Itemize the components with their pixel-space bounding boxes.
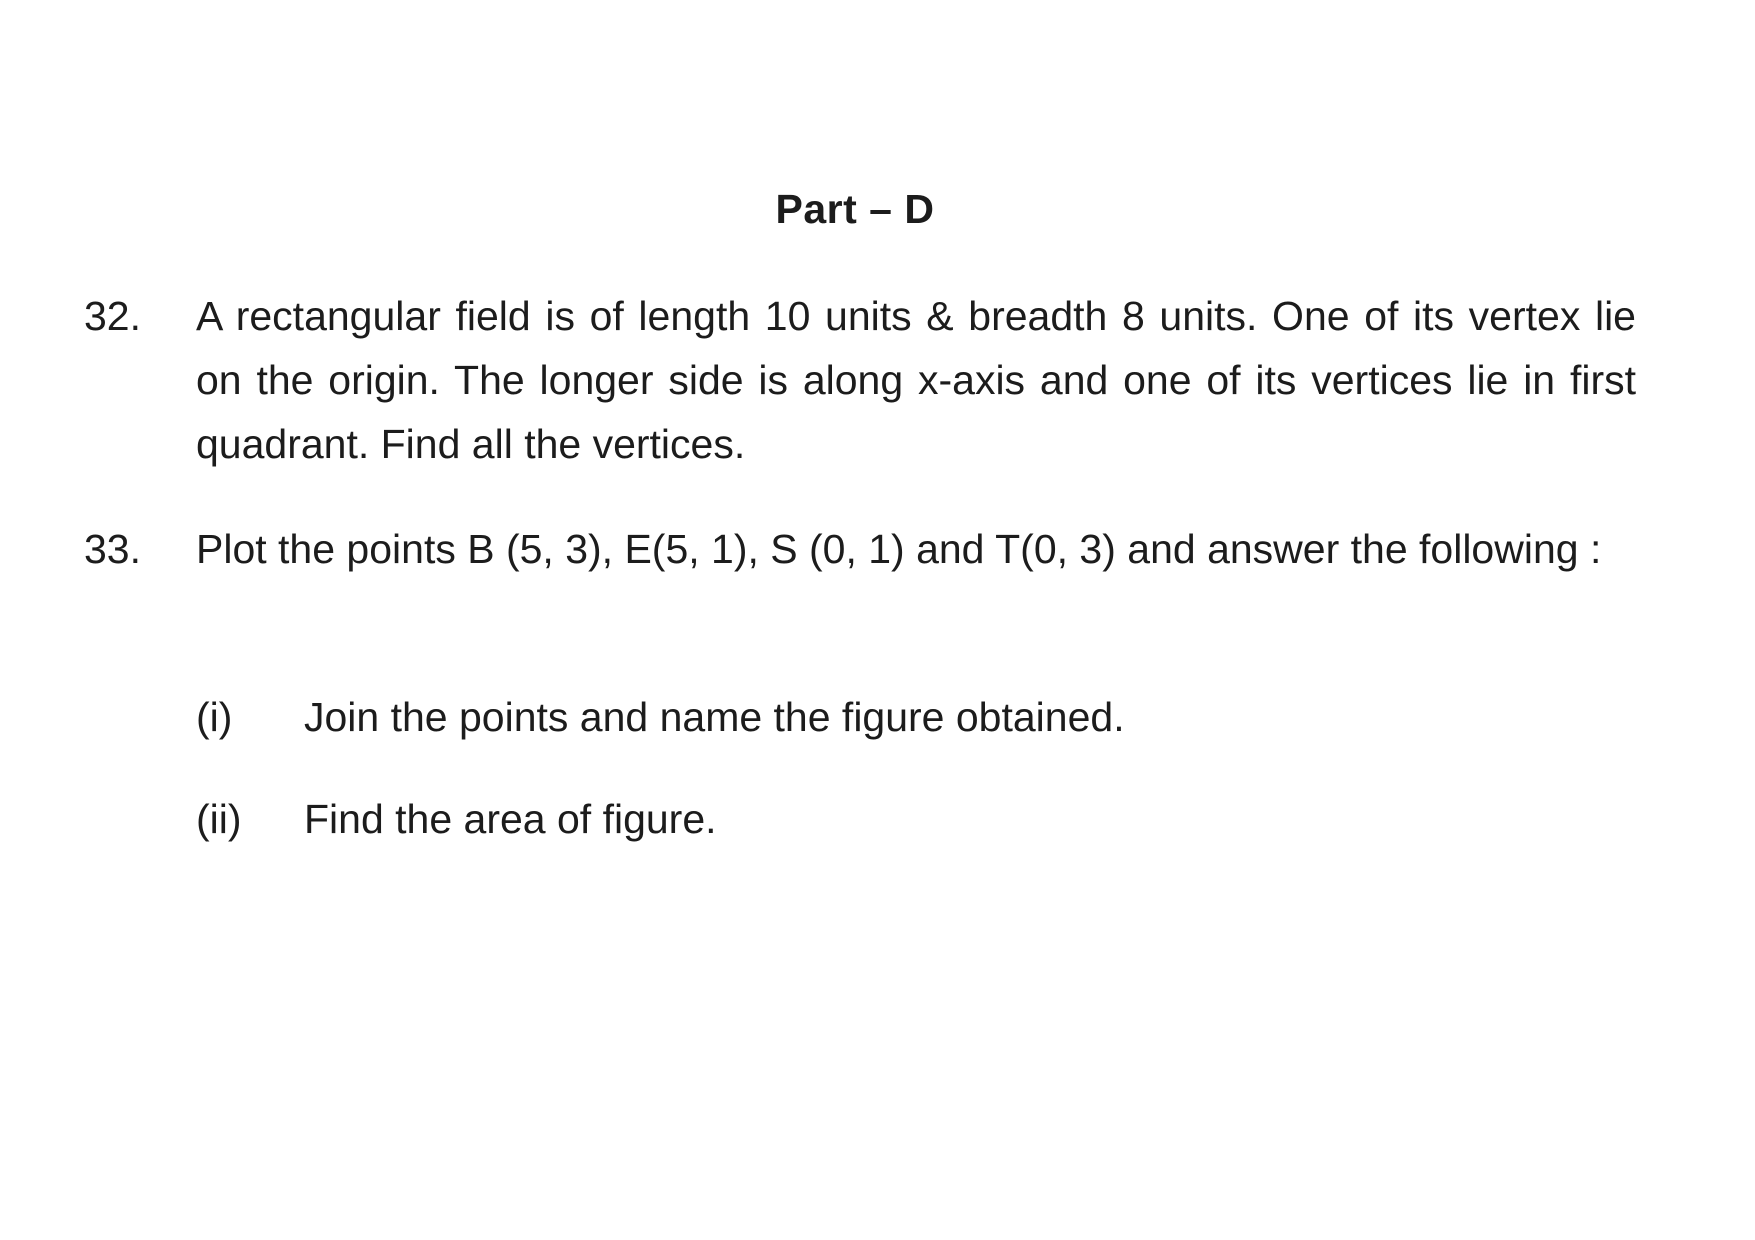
question-number: 33. <box>84 526 141 572</box>
question-text: A rectangular field is of length 10 units & breadth 8 units. One of its vertex lie on the origin. The longer side is along x-axis and one of its vertices lie in first quadrant. Find all the vertices. <box>196 293 1636 467</box>
sub-question-ii <box>196 787 1496 851</box>
question-number: 32. <box>84 293 141 339</box>
sub-question-label: (i) <box>196 694 233 740</box>
question-32 <box>84 284 1644 476</box>
sub-question-text: Find the area of figure. <box>304 796 717 842</box>
question-text: Plot the points B (5, 3), E(5, 1), S (0, 1) and T(0, 3) and answer the following : <box>196 526 1602 572</box>
sub-question-label: (ii) <box>196 796 242 842</box>
sub-question-i <box>196 685 1496 749</box>
question-33 <box>84 517 1644 581</box>
section-heading: Part – D <box>775 186 935 232</box>
sub-question-text: Join the points and name the figure obtained. <box>304 694 1125 740</box>
